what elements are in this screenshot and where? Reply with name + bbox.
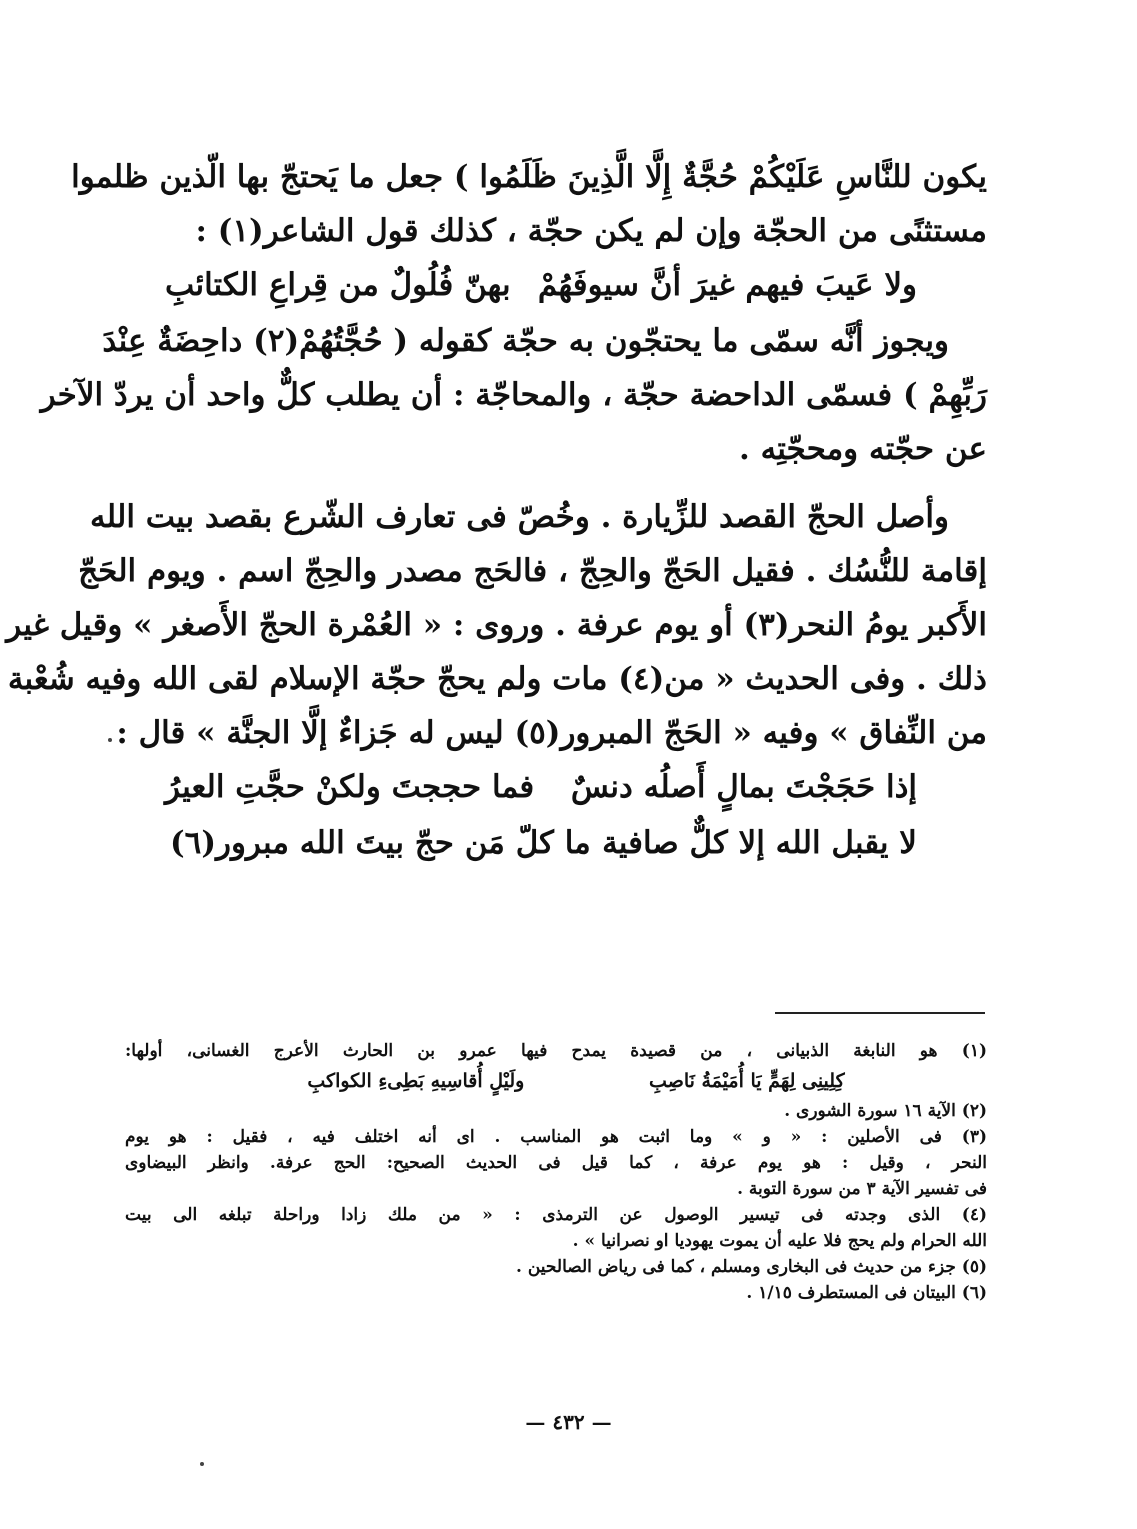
main-text	[6, 150, 987, 872]
verse-line	[125, 258, 987, 314]
footnote-4: (٤) الذى وجدته فى تيسير الوصول عن الترمذى : « من ملك زادا وراحلة تبلغه الى بيت	[125, 1205, 987, 1225]
text-line: مستثنًى من الحجّة وإن لم يكن حجّة ، كذلك قول الشاعر(١) :	[195, 213, 987, 249]
footnote-4-cont: الله الحرام ولم يحج فلا عليه أن يموت يهوديا او نصرانيا » .	[572, 1231, 987, 1251]
page-number: — ٤٣٢ —	[525, 1410, 612, 1434]
footnote-3-cont: النحر ، وقيل : هو يوم عرفة ، كما قيل فى الحديث الصحيح: الحج عرفة. وانظر البيضاوى	[125, 1153, 987, 1173]
footnote-6: (٦) البيتان فى المستطرف ١/١٥ .	[746, 1283, 987, 1303]
footnotes	[125, 1038, 987, 1306]
text-line: ويجوز أنَّه سمّى ما يحتجّون به حجّة كقوله ( حُجَّتُهُمْ(٢) داحِضَةٌ عِنْدَ	[102, 323, 949, 359]
text-line: يكون للنَّاسِ عَلَيْكُمْ حُجَّةٌ إِلَّا الَّذِينَ ظَلَمُوا ) جعل ما يَحتجّ بها الّذين ظلموا	[71, 159, 987, 195]
verse-hemistich-left: فما حججتَ ولكنْ حجَّتِ العيرُ	[165, 769, 535, 805]
text-line: وأصل الحجّ القصد للزِّيارة . وخُصّ فى تعارف الشّرع بقصد بيت الله	[89, 499, 949, 535]
verse-line	[125, 760, 987, 816]
footnote-separator	[775, 1012, 985, 1014]
verse-hemistich-left: بهنّ فُلُولٌ من قِراعِ الكتائبِ	[165, 267, 511, 303]
text-line: رَبِّهِمْ ) فسمّى الداحضة حجّة ، والمحاجّة : أن يطلب كلٌّ واحد أن يردّ الآخر	[40, 377, 987, 413]
footnote-2: (٢) الآية ١٦ سورة الشورى .	[784, 1101, 987, 1121]
speck-mark	[200, 1462, 204, 1466]
footnote-1: (١) هو النابغة الذبيانى ، من قصيدة يمدح فيها عمرو بن الحارث الأعرج الغسانى، أولها:	[125, 1041, 987, 1061]
footnote-3: (٣) فى الأصلين : « و » وما اثبت هو المناسب . اى أنه اختلف فيه ، فقيل : هو يوم	[125, 1127, 987, 1147]
text-line: الأَكبر يومُ النحر(٣) أو يوم عرفة . وروى : « العُمْرة الحجّ الأَصغر » وقيل غير	[6, 607, 987, 643]
text-line: من النِّفاق » وفيه « الحَجّ المبرور(٥) ليس له جَزاءٌ إلَّا الجنَّة » قال :	[116, 715, 987, 751]
footnote-3-cont: فى تفسير الآية ٣ من سورة التوبة .	[737, 1179, 987, 1199]
verse-hemistich-right: إذا حَجَجْتَ بمالٍ أَصلُه دنسٌ	[570, 769, 917, 805]
speck-mark	[108, 738, 112, 742]
verse-hemistich-left: ولَيْلٍ أُقاسِيهِ بَطِىءِ الكواكبِ	[307, 1070, 525, 1092]
text-line: إقامة للنُّسُك . فقيل الحَجّ والحِجّ ، فالحَج مصدر والحِجّ اسم . ويوم الحَجّ	[78, 553, 987, 589]
text-line: عن حجّته ومحجّتِه .	[739, 431, 987, 467]
verse-hemistich-right: ولا عَيبَ فيهم غيرَ أنَّ سيوفَهُمْ	[537, 267, 917, 303]
footnote-5: (٥) جزء من حديث فى البخارى ومسلم ، كما فى رياض الصالحين .	[516, 1257, 987, 1277]
verse-line	[125, 816, 987, 872]
verse-hemistich-right: كِلِينِى لِهَمٍّ يَا أُمَيْمَةُ نَاصِبِ	[649, 1070, 845, 1092]
verse-hemistich-left: ما كلّ مَن حجّ بيتَ الله مبرور(٦)	[170, 825, 591, 861]
text-line: ذلك . وفى الحديث « من(٤) مات ولم يحجّ حجّة الإسلام لقى الله وفيه شُعْبة	[7, 661, 987, 697]
footnote-verse	[125, 1064, 987, 1098]
verse-hemistich-right: لا يقبل الله إلا كلٌّ صافية	[602, 825, 917, 861]
